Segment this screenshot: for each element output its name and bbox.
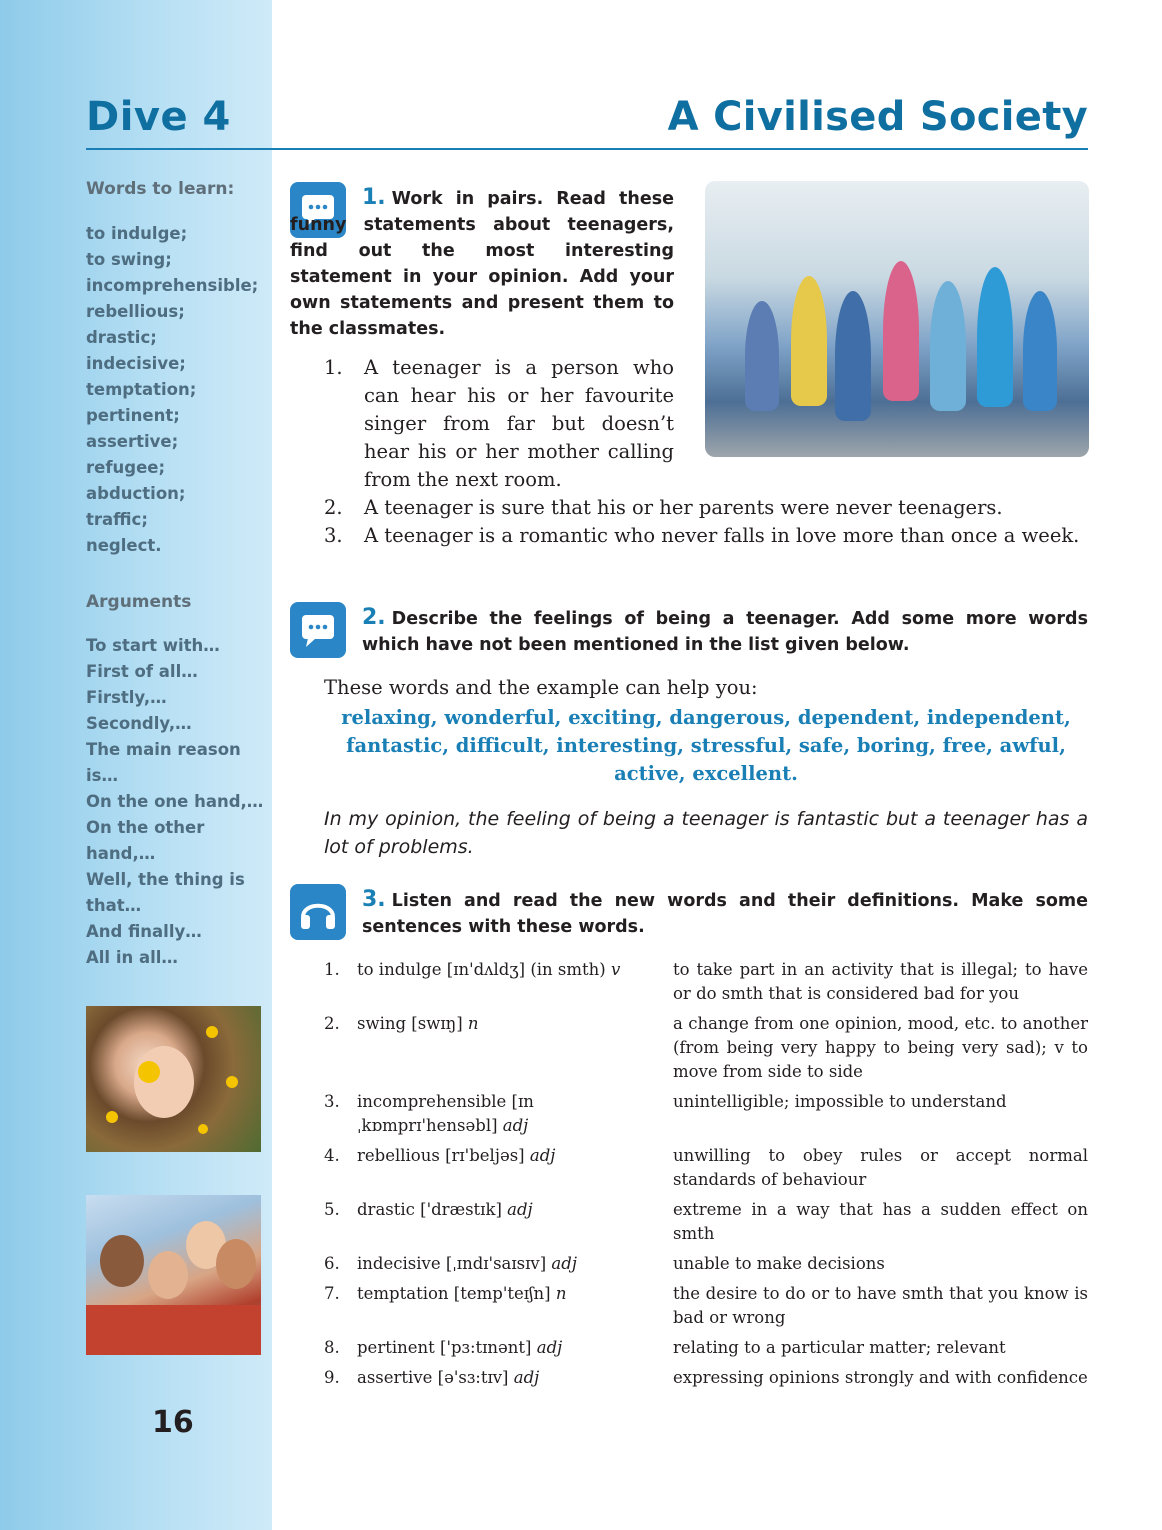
argument-phrase: The main reason xyxy=(86,740,241,759)
part-of-speech: v xyxy=(611,960,621,979)
vocabulary-row xyxy=(324,1366,1088,1396)
task-1-number: 1. xyxy=(362,185,386,210)
word-to-learn: traffic; xyxy=(86,510,148,529)
part-of-speech: adj xyxy=(513,1368,540,1387)
vocab-definition: to take part in an activity that is illegal; to have or do smth that is considered bad for you xyxy=(673,960,1088,1003)
vocab-definition: unintelligible; impossible to understand xyxy=(673,1092,1007,1111)
word-to-learn: incomprehensible; xyxy=(86,276,259,295)
vocabulary-row xyxy=(324,1090,1088,1144)
statement-item xyxy=(324,354,674,494)
word-to-learn: temptation; xyxy=(86,380,197,399)
word-to-learn: assertive; xyxy=(86,432,179,451)
feeling-words: relaxing, wonderful, exciting, dangerous, dependent, independent, fantastic, difficult, interesting, stressful, safe, boring, free, awful, active, excellent. xyxy=(341,706,1071,785)
vocab-number: 4. xyxy=(324,1146,340,1165)
vocab-word: temptation [temp'teɪʃn] n xyxy=(357,1284,567,1303)
part-of-speech: n xyxy=(467,1014,479,1033)
part-of-speech: n xyxy=(555,1284,567,1303)
argument-phrase: On the one hand,… xyxy=(86,792,264,811)
vocabulary-row xyxy=(324,958,1088,1012)
argument-phrase: On the other xyxy=(86,818,205,837)
task-3-instruction: 3. Listen and read the new words and their definitions. Make some sentences with these words. xyxy=(362,887,1088,937)
vocab-number: 7. xyxy=(324,1284,340,1303)
statement-item xyxy=(324,494,1088,522)
word-to-learn: refugee; xyxy=(86,458,166,477)
argument-phrase: is… xyxy=(86,766,118,785)
argument-phrase: that… xyxy=(86,896,142,915)
vocab-number: 5. xyxy=(324,1200,340,1219)
word-to-learn: abduction; xyxy=(86,484,186,503)
vocab-word: to indulge [ɪn'dʌldʒ] (in smth) v xyxy=(357,960,621,979)
vocab-definition: extreme in a way that has a sudden effect on smth xyxy=(673,1200,1088,1243)
vocabulary-row xyxy=(324,1198,1088,1252)
help-intro: These words and the example can help you: xyxy=(324,676,758,699)
vocab-word: pertinent ['pɜ:tɪnənt] adj xyxy=(357,1338,563,1357)
word-to-learn: neglect. xyxy=(86,536,162,555)
vocabulary-row xyxy=(324,1282,1088,1336)
vocabulary-row xyxy=(324,1252,1088,1282)
vocabulary-table xyxy=(324,958,1088,1396)
word-to-learn: rebellious; xyxy=(86,302,185,321)
word-to-learn: drastic; xyxy=(86,328,157,347)
vocabulary-row xyxy=(324,1144,1088,1198)
vocab-definition: expressing opinions strongly and with confidence xyxy=(673,1368,1088,1387)
argument-phrase: First of all… xyxy=(86,662,198,681)
vocab-number: 6. xyxy=(324,1254,340,1273)
vocab-word: indecisive [ˌɪndɪ'saɪsɪv] adj xyxy=(357,1254,577,1273)
argument-phrase: Firstly,… xyxy=(86,688,167,707)
vocab-number: 9. xyxy=(324,1368,340,1387)
headphones-icon xyxy=(290,884,346,940)
friends-photo xyxy=(86,1195,261,1355)
example-sentence: In my opinion, the feeling of being a teenager is fantastic but a teenager has a lot of problems. xyxy=(324,808,1088,858)
part-of-speech: adj xyxy=(529,1146,556,1165)
vocab-word: assertive [ə'sɜ:tɪv] adj xyxy=(357,1368,540,1387)
speech-bubble-icon xyxy=(290,602,346,658)
vocabulary-row xyxy=(324,1012,1088,1090)
part-of-speech: adj xyxy=(507,1200,533,1219)
teenager-statements-list xyxy=(324,354,1088,550)
task-2-instruction: 2. Describe the feelings of being a teenager. Add some more words which have not been mentioned in the list given below. xyxy=(362,605,1088,655)
argument-phrase: Secondly,… xyxy=(86,714,192,733)
vocab-definition: the desire to do or to have smth that you know is bad or wrong xyxy=(673,1284,1088,1327)
words-to-learn-heading: Words to learn: xyxy=(86,179,235,199)
dive-label: Dive 4 xyxy=(86,94,231,140)
words-to-learn-list xyxy=(86,221,266,559)
vocab-definition: a change from one opinion, mood, etc. to another (from being very happy to being very sad); v to move from side to side xyxy=(673,1014,1088,1081)
vocab-definition: unable to make decisions xyxy=(673,1254,885,1273)
title-divider xyxy=(86,148,1088,150)
part-of-speech: adj xyxy=(502,1116,529,1135)
vocab-definition: relating to a particular matter; relevant xyxy=(673,1338,1006,1357)
argument-phrase: Well, the thing is xyxy=(86,870,245,889)
word-to-learn: to swing; xyxy=(86,250,172,269)
vocab-word: rebellious [rɪ'beljəs] adj xyxy=(357,1146,556,1165)
arguments-heading: Arguments xyxy=(86,592,192,612)
statement-text: A teenager is a romantic who never falls in love more than once a week. xyxy=(364,524,1080,547)
word-to-learn: pertinent; xyxy=(86,406,180,425)
vocabulary-row xyxy=(324,1336,1088,1366)
statement-number: 1. xyxy=(324,356,343,379)
vocab-number: 2. xyxy=(324,1014,340,1033)
vocab-number: 1. xyxy=(324,960,340,979)
task-3-number: 3. xyxy=(362,887,386,912)
part-of-speech: adj xyxy=(551,1254,577,1273)
vocab-number: 3. xyxy=(324,1092,340,1111)
statement-text: A teenager is a person who can hear his or her favourite singer from far but doesn’t hear his or her mother calling from the next room. xyxy=(364,356,674,491)
vocab-word: incomprehensible [ɪnˌkɒmprɪ'hensəbl] adj xyxy=(357,1092,534,1135)
page-title: A Civilised Society xyxy=(667,94,1088,140)
task-2-number: 2. xyxy=(362,605,386,630)
page-number: 16 xyxy=(152,1405,194,1440)
vocab-definition: unwilling to obey rules or accept normal standards of behaviour xyxy=(673,1146,1088,1189)
argument-phrase: All in all… xyxy=(86,948,178,967)
vocab-word: swing [swɪŋ] n xyxy=(357,1014,479,1033)
vocab-word: drastic ['dræstɪk] adj xyxy=(357,1200,533,1219)
statement-number: 2. xyxy=(324,496,343,519)
argument-phrase: And finally… xyxy=(86,922,202,941)
statement-text: A teenager is sure that his or her parents were never teenagers. xyxy=(364,496,1003,519)
word-to-learn: indecisive; xyxy=(86,354,186,373)
girl-with-flowers-photo xyxy=(86,1006,261,1152)
argument-phrase: To start with… xyxy=(86,636,220,655)
argument-phrase: hand,… xyxy=(86,844,156,863)
statement-item xyxy=(324,522,1088,550)
vocab-number: 8. xyxy=(324,1338,340,1357)
statement-number: 3. xyxy=(324,524,343,547)
part-of-speech: adj xyxy=(536,1338,563,1357)
task-1-instruction: 1. Work in pairs. Read these funny statements about teenagers, find out the most interesting statement in your opinion. Add your own statements and present them to the classmates. xyxy=(290,185,674,339)
arguments-list xyxy=(86,633,266,971)
word-to-learn: to indulge; xyxy=(86,224,188,243)
